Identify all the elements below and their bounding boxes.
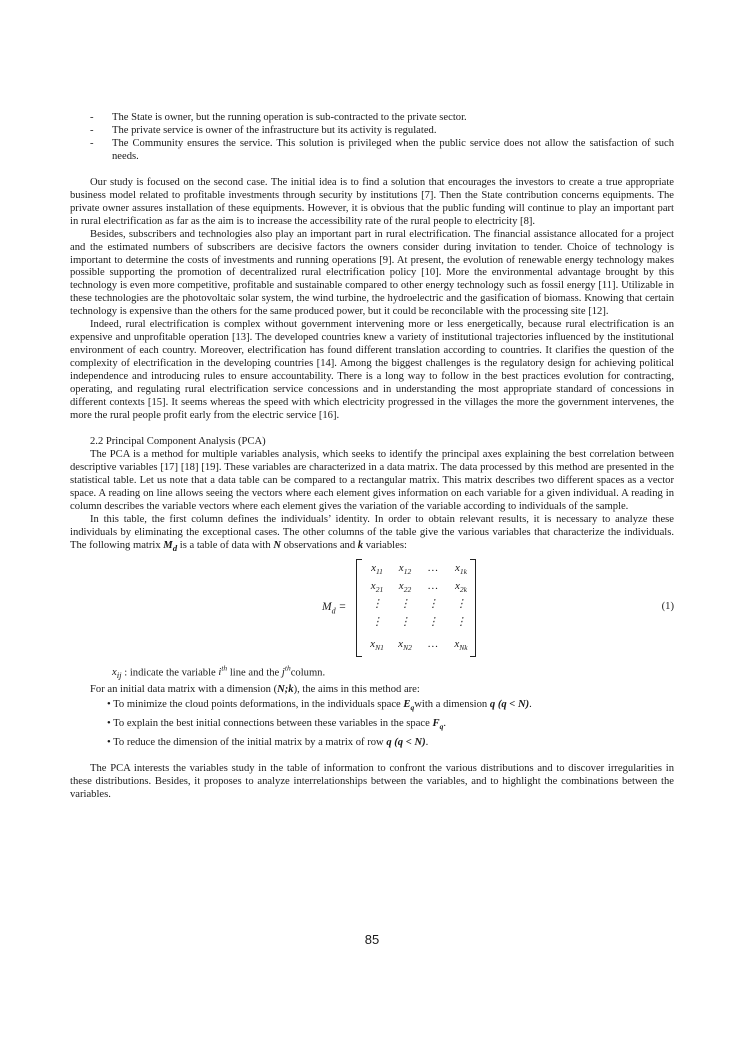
- text-span: • To explain the best initial connections between these variables in the space: [107, 718, 433, 730]
- matrix-cell: …: [428, 561, 438, 574]
- paragraph: Besides, subscribers and technologies also play an important part in rural electrification. The financial assistance allocated for a project and the estimated numbers of subscribers are decisive factors the owners consider during invitation to tender. Choice of technology is important to determine the costs of investments and running operations [9]. At present, the evolution of renewable energy technology makes possible supporting the promotion of decentralized rural electrification policy [10]. More the environmental advantage brought by this technology is even more competitive, profitable and sustainable compared to other energy technology such as fossil energy [11]. Utilizable in these technologies are the photovoltaic solar system, the wind turbine, the hydroelectric and the gasification of biomass. Knowing that certain technology is expensive than the others for the same produced power, but it could be reconcilable with the processing site [12].: [70, 228, 674, 318]
- list-item: [70, 718, 674, 734]
- equation-label-symbol: M: [322, 600, 332, 613]
- matrix-symbol: M: [163, 539, 173, 551]
- matrix-cell: …: [428, 637, 438, 650]
- matrix-cell: ⋮: [455, 597, 467, 610]
- matrix-cell: $x_{Nk}$: [454, 637, 468, 652]
- matrix-cell: ⋮: [399, 597, 411, 610]
- section-heading: 2.2 Principal Component Analysis (PCA): [90, 435, 266, 447]
- note-j-sup: th: [284, 663, 291, 673]
- variables-symbol: k: [357, 539, 364, 551]
- text-span: ), the aims in this method are:: [293, 684, 420, 696]
- equals-sign: =: [338, 600, 347, 613]
- text-span: .: [529, 699, 532, 711]
- text-span: • To reduce the dimension of the initial matrix by a matrix of row: [107, 737, 387, 749]
- dimension-symbol: N;k: [277, 684, 294, 696]
- closing-paragraph: The PCA interests the variables study in the table of information to confront the various distributions and to discover irregularities in these distributions. Besides, it proposes to analyze interrelationships between the variables, and to highlight the combinations between the variables.: [70, 763, 674, 801]
- space-subscript: q: [410, 703, 415, 713]
- matrix-cell: ⋮: [371, 615, 383, 628]
- matrix-cell: ⋮: [427, 615, 439, 628]
- text-span: In this table, the first column defines the individuals’ identity. In order to obtain relevant results, it is necessary to analyze these individuals by eliminating the exceptional cases. The other columns of the table give the various variables that characterize the individuals. The following matrix: [70, 513, 674, 551]
- list-item: [70, 737, 674, 750]
- equation-label: [322, 601, 346, 618]
- note-j: j: [281, 667, 285, 679]
- text-span: observations and: [280, 539, 358, 551]
- space-subscript: q: [439, 722, 444, 732]
- note-var: x: [112, 667, 117, 679]
- equation-label-subscript: d: [331, 605, 336, 615]
- dimension-q: q: [489, 699, 496, 711]
- row-q: q: [386, 737, 392, 749]
- paragraph: The PCA is a method for multiple variables analysis, which seeks to identify the principal axes explaining the best correlation between descriptive variables [17] [18] [19]. These variables are characterized in a data matrix. The data processed by this method are presented in the statistical table. Let us note that a data table can be compared to a rectangular matrix. This matrix describes two different spaces as a vector space. A reading on line allows seeing the vectors where each element gives information on each variable for a given individual. A reading in column describes the variable vectors where each element gives the variation of the variable according to individuals of the sample.: [70, 448, 674, 512]
- paragraph: Our study is focused on the second case. The initial idea is to find a solution that encourages the investors to create a true appropriate business model related to profitable investments through security by institutions [7]. Then the State contribution concerns equipments. The private owner assures installation of these equipments. However, it is obvious that the public funding will continue to play an important part in rural electrification as far as the aim is to increase the accessibility rate of the rural people to electricity [8].: [70, 176, 674, 227]
- text-span: is a table of data with: [177, 539, 274, 551]
- text-span: column.: [290, 667, 326, 679]
- space-symbol: F: [432, 718, 440, 730]
- matrix-cell: ⋮: [371, 597, 383, 610]
- matrix-cell: $x_{N1}$: [370, 637, 384, 652]
- matrix-cell: …: [428, 579, 438, 592]
- aims-intro: [70, 684, 674, 697]
- condition: (q < N): [394, 737, 426, 749]
- text-span: .: [425, 737, 429, 749]
- matrix-cell: $x_{1k}$: [455, 561, 467, 576]
- text-span: • To minimize the cloud points deformations, in the individuals space: [107, 699, 404, 711]
- list-item: - The private service is owner of the infrastructure but its activity is regulated.: [70, 125, 674, 138]
- text-span: variables:: [363, 539, 407, 551]
- note-i: i: [218, 667, 222, 679]
- left-bracket: [356, 559, 362, 657]
- condition: (q < N): [497, 699, 530, 711]
- matrix-intro-paragraph: [70, 514, 674, 555]
- space-symbol: E: [403, 699, 411, 711]
- matrix-body: [356, 559, 476, 655]
- matrix-cell: $x_{2k}$: [455, 579, 467, 594]
- matrix-cell: ⋮: [455, 615, 467, 628]
- matrix-cell: $x_{11}$: [371, 561, 383, 576]
- ownership-options-list: [70, 112, 674, 164]
- matrix-cell: ⋮: [399, 615, 411, 628]
- observations-symbol: N: [273, 539, 281, 551]
- matrix-note: [70, 663, 674, 683]
- list-item: - The State is owner, but the running operation is sub-contracted to the private sector.: [70, 112, 674, 125]
- note-var-subscript: ij: [116, 670, 122, 681]
- text-span: line and the: [227, 667, 282, 679]
- aims-list: [70, 699, 674, 750]
- matrix-cell: ⋮: [427, 597, 439, 610]
- note-i-sup: th: [221, 663, 228, 673]
- matrix-subscript: d: [172, 542, 178, 553]
- text-span: For an initial data matrix with a dimension (: [90, 684, 278, 696]
- text-span: with a dimension: [414, 699, 490, 711]
- matrix-cell: $x_{N2}$: [398, 637, 412, 652]
- matrix-equation: [70, 559, 674, 657]
- text-span: .: [443, 718, 446, 730]
- paragraph: Indeed, rural electrification is complex without government intervening more or less energetically, because rural electrification is an expensive and unprofitable operation [13]. The developed countries knew a variety of institutional trajectories influenced by the institutional environment of each country. Moreover, electrification has found different translation according to countries. It clarifies the question of the complexity of electrification in the developing countries [14]. Among the biggest challenges is the regulatory design for achieving political independence and introducing rules to ensure accountability. There is a long way to follow in the best practices evolution for contracting, operating, and regulating rural electrification service concessions and in understanding the most appropriate standard of concessions in different contexts [15]. It seems whereas the speed with which electricity progressed in the villages the more the government intervenes, the more the rural people profit early from the electric service [16].: [70, 319, 674, 421]
- matrix-cell: $x_{22}$: [398, 579, 412, 594]
- text-span: : indicate the variable: [121, 667, 219, 679]
- list-item: [70, 699, 674, 715]
- page-number: 85: [364, 932, 380, 947]
- matrix-cell: $x_{12}$: [398, 561, 412, 576]
- page-content: [70, 112, 674, 802]
- list-item: - The Community ensures the service. This solution is privileged when the public service does not allow the satisfaction of such needs.: [70, 138, 674, 164]
- matrix-cell: $x_{21}$: [370, 579, 384, 594]
- equation-number: (1): [661, 600, 674, 612]
